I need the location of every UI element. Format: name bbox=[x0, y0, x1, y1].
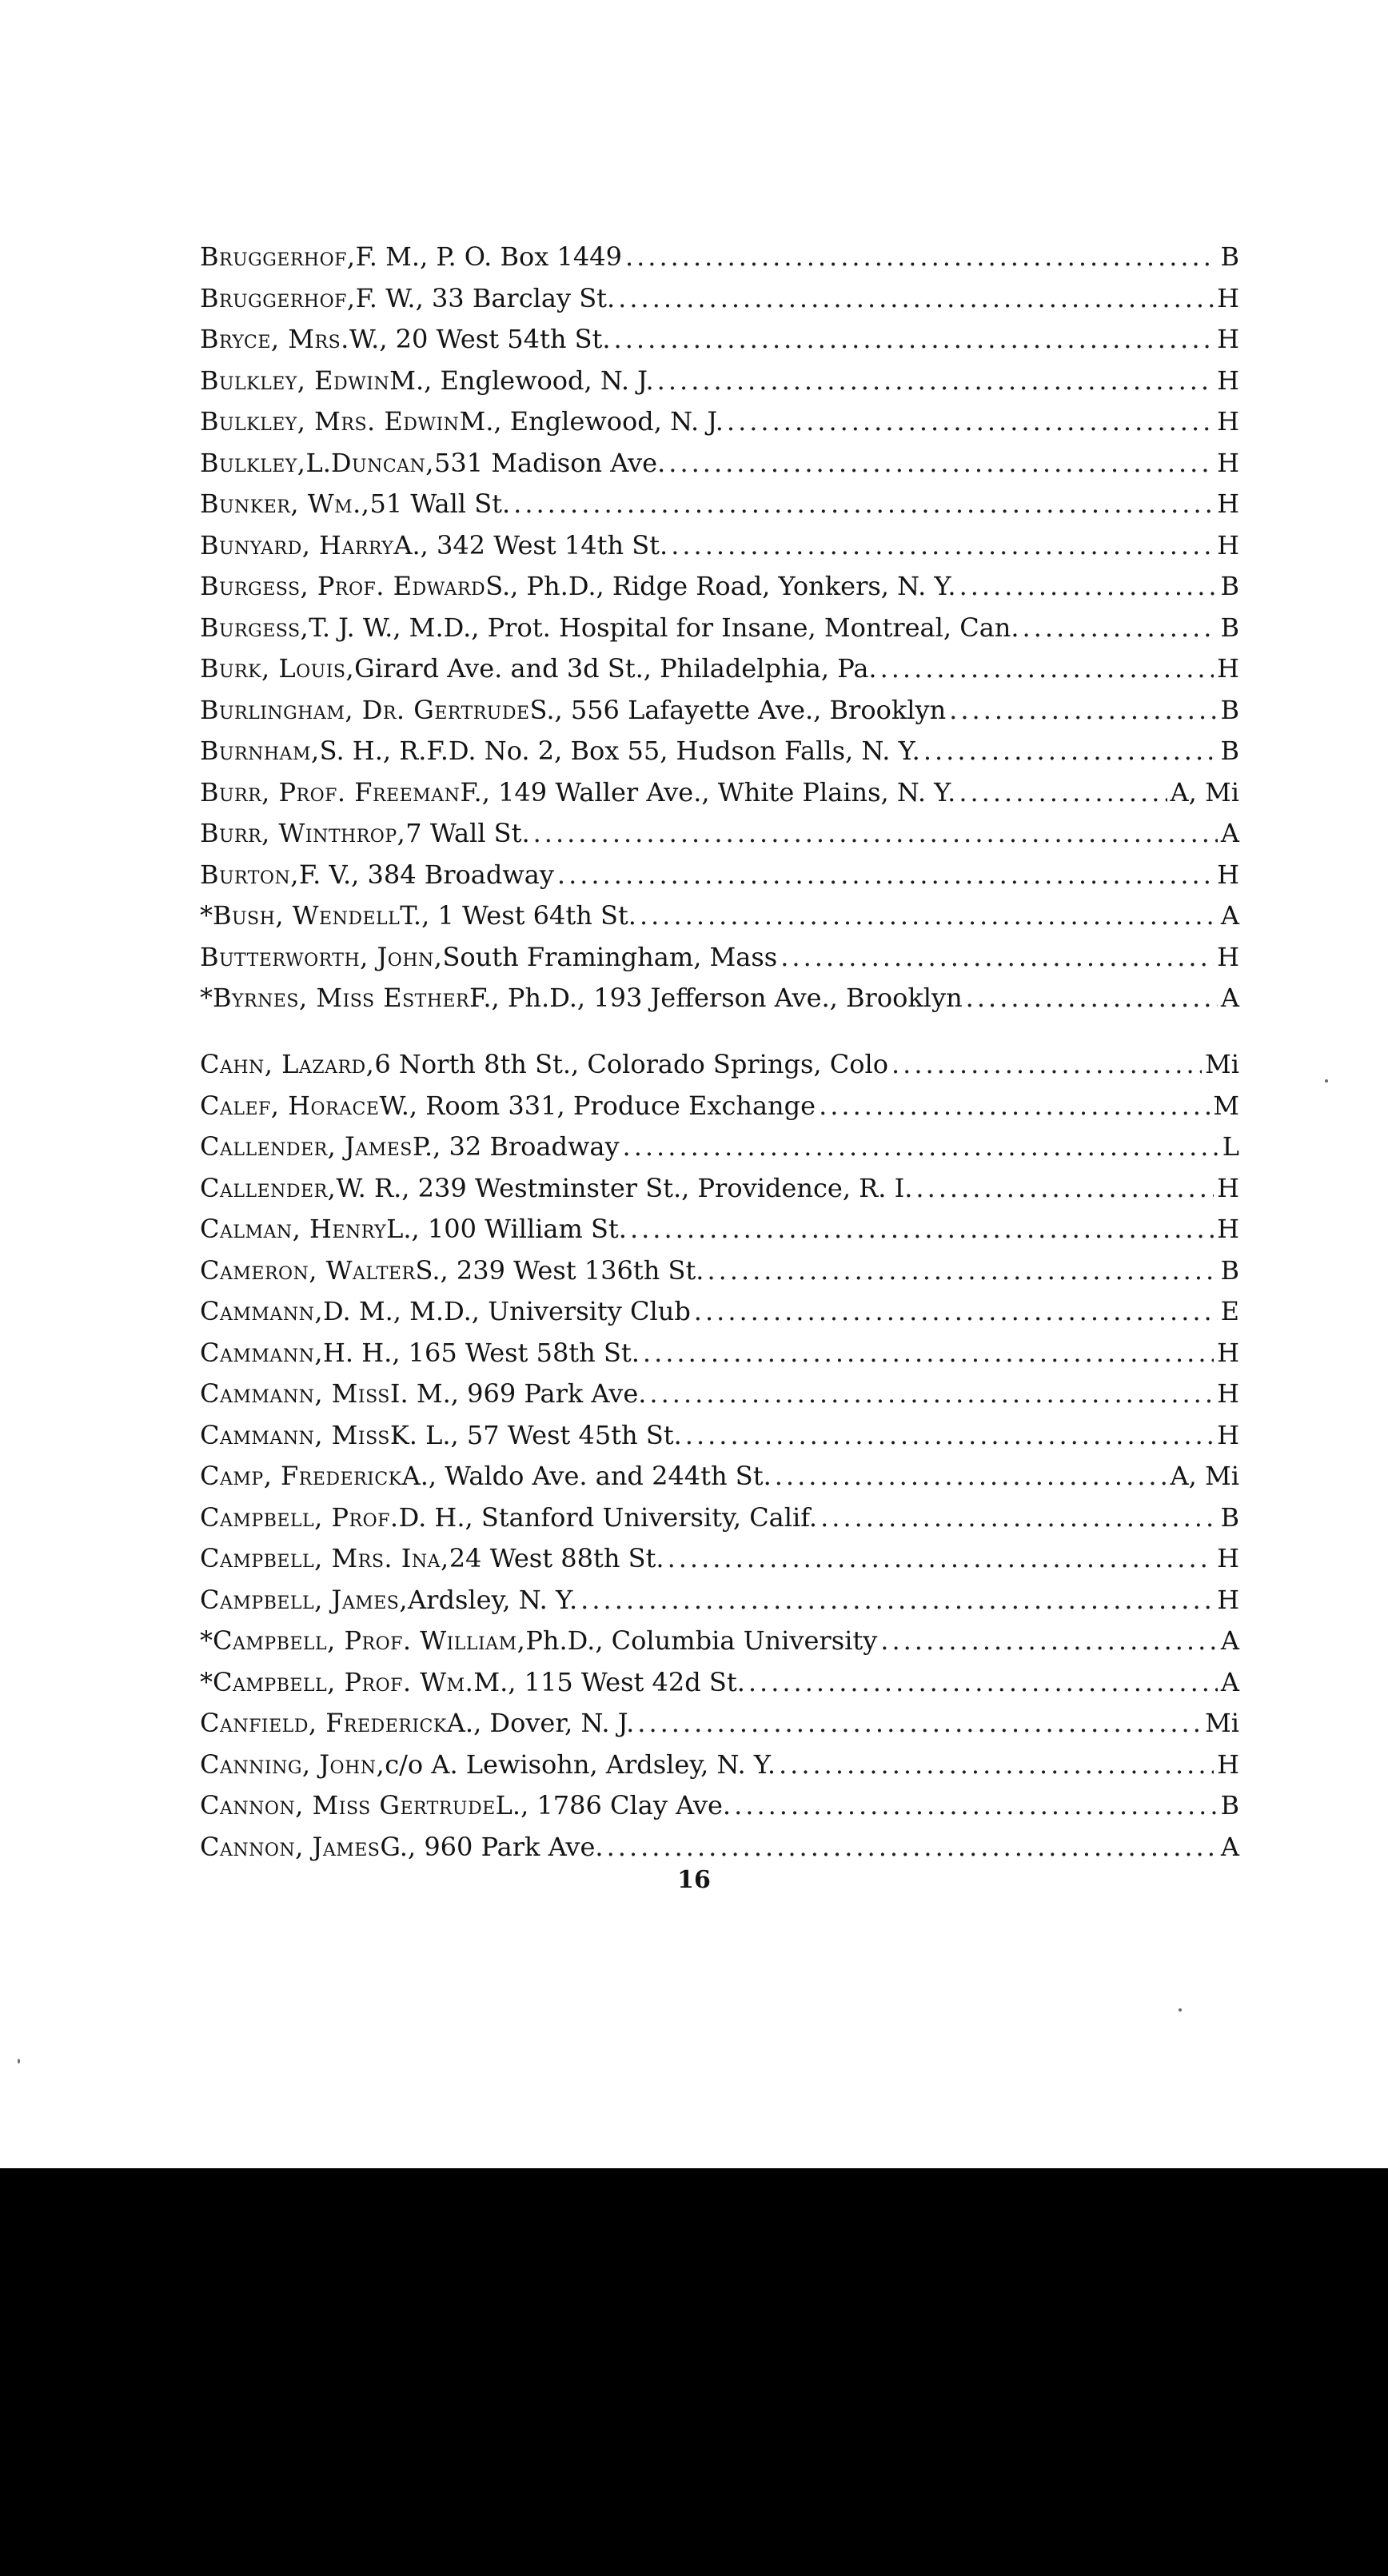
entry-details: L. bbox=[305, 447, 331, 478]
dot-leader bbox=[819, 1086, 1210, 1127]
entry-details: M., Englewood, N. J. bbox=[389, 365, 654, 396]
entry-code: A bbox=[1220, 818, 1239, 848]
directory-entry bbox=[200, 278, 1239, 320]
entry-marker: * bbox=[200, 1625, 213, 1656]
directory-entry bbox=[200, 813, 1239, 855]
entry-name: Calman, Henry bbox=[200, 1214, 387, 1244]
dot-leader bbox=[959, 772, 1167, 814]
entry-code: H bbox=[1217, 1337, 1239, 1368]
dot-leader bbox=[949, 690, 1217, 732]
entry-details: F., 149 Waller Ave., White Plains, N. Y. bbox=[460, 776, 956, 807]
directory-entry bbox=[200, 1703, 1239, 1745]
directory-entry bbox=[200, 525, 1239, 567]
entry-name: Cammann, Miss bbox=[200, 1419, 390, 1450]
directory-entry bbox=[200, 1127, 1239, 1168]
entry-code: Mi bbox=[1205, 1049, 1239, 1079]
entry-code: H bbox=[1217, 653, 1239, 684]
directory-entry bbox=[200, 1168, 1239, 1210]
entry-details: D. M., M.D., University Club bbox=[322, 1296, 691, 1326]
entry-name: Burr, Winthrop, bbox=[200, 818, 406, 848]
directory-entry bbox=[200, 1827, 1239, 1868]
directory-entry bbox=[200, 648, 1239, 690]
entry-details: Girard Ave. and 3d St., Philadelphia, Pa. bbox=[354, 653, 877, 684]
directory-entry bbox=[200, 1785, 1239, 1827]
entry-name: Calef, Horace bbox=[200, 1090, 380, 1121]
entry-name: Campbell, James, bbox=[200, 1584, 409, 1615]
dot-leader bbox=[694, 1291, 1218, 1333]
entry-code: A, Mi bbox=[1170, 776, 1239, 807]
dot-leader bbox=[637, 1703, 1202, 1745]
directory-entry bbox=[200, 1209, 1239, 1250]
entry-name: Burr, Prof. Freeman bbox=[200, 776, 461, 807]
entry-code: L bbox=[1222, 1131, 1239, 1162]
entry-name: Byrnes, Miss Esther bbox=[213, 983, 470, 1013]
dot-leader bbox=[707, 1250, 1217, 1292]
entry-code: H bbox=[1217, 1214, 1239, 1244]
entry-code: B bbox=[1220, 1254, 1239, 1286]
entry-details: P., 32 Broadway bbox=[412, 1131, 620, 1162]
entry-code: H bbox=[1217, 941, 1239, 972]
entry-name: Butterworth, John, bbox=[200, 941, 443, 972]
entry-name: Bulkley, Mrs. Edwin bbox=[200, 406, 460, 437]
directory-entry bbox=[200, 855, 1239, 896]
dot-leader bbox=[533, 813, 1218, 855]
directory-entry bbox=[200, 401, 1239, 443]
entry-name: Callender, bbox=[200, 1172, 337, 1203]
entry-name: Bruggerhof, bbox=[200, 241, 356, 272]
entry-code: H bbox=[1217, 1419, 1239, 1450]
entry-details: M., 115 West 42d St. bbox=[473, 1666, 745, 1697]
entry-name: Burgess, Prof. Edward bbox=[200, 571, 486, 601]
entry-details-secondary: 531 Madison Ave. bbox=[433, 447, 666, 478]
dot-leader bbox=[618, 278, 1214, 320]
entry-name: Bruggerhof, bbox=[200, 282, 356, 313]
dot-leader bbox=[891, 1044, 1202, 1086]
entry-name: Canning, John, bbox=[200, 1749, 385, 1780]
entry-name: Callender, James bbox=[200, 1131, 413, 1162]
directory-section-c bbox=[200, 1044, 1239, 1868]
entry-details: 51 Wall St. bbox=[369, 488, 511, 519]
entry-details: W., Room 331, Produce Exchange bbox=[379, 1090, 816, 1121]
entry-marker: * bbox=[200, 900, 213, 931]
entry-details: G., 960 Park Ave. bbox=[380, 1831, 604, 1862]
entry-code: A bbox=[1220, 900, 1239, 931]
entry-name-secondary: Duncan, bbox=[330, 447, 434, 478]
entry-name: Campbell, Prof. William, bbox=[213, 1625, 526, 1656]
entry-name: Bunyard, Harry bbox=[200, 529, 394, 560]
entry-details: 7 Wall St. bbox=[405, 818, 530, 848]
entry-code: H bbox=[1217, 1378, 1239, 1409]
entry-code: H bbox=[1217, 1543, 1239, 1573]
directory-entry bbox=[200, 1250, 1239, 1292]
scan-background-band bbox=[0, 2168, 1388, 2576]
entry-details: 6 North 8th St., Colorado Springs, Colo bbox=[374, 1049, 888, 1079]
dot-leader bbox=[880, 1621, 1218, 1662]
entry-code: Mi bbox=[1205, 1708, 1239, 1738]
entry-name: Cammann, bbox=[200, 1337, 323, 1368]
dot-leader bbox=[580, 1580, 1214, 1621]
directory-entry bbox=[200, 1333, 1239, 1374]
entry-details: L., 1786 Clay Ave. bbox=[495, 1790, 732, 1820]
dot-leader bbox=[614, 319, 1214, 361]
dot-leader bbox=[685, 1415, 1214, 1457]
dot-leader bbox=[513, 484, 1214, 525]
entry-marker: * bbox=[200, 1666, 213, 1697]
entry-name: Cameron, Walter bbox=[200, 1254, 416, 1286]
directory-entry bbox=[200, 1745, 1239, 1786]
entry-name: Cammann, Miss bbox=[200, 1378, 390, 1409]
dot-leader bbox=[623, 1127, 1219, 1168]
entry-details: I. M., 969 Park Ave. bbox=[389, 1378, 647, 1409]
entry-code: H bbox=[1217, 1172, 1239, 1203]
dot-leader bbox=[630, 1209, 1214, 1250]
entry-code: H bbox=[1217, 1584, 1239, 1615]
directory-entry bbox=[200, 566, 1239, 608]
dot-leader bbox=[748, 1662, 1218, 1704]
directory-entry bbox=[200, 1374, 1239, 1415]
entry-name: Cannon, Miss Gertrude bbox=[200, 1790, 496, 1820]
entry-name: Bulkley, bbox=[200, 447, 306, 478]
entry-code: H bbox=[1217, 1749, 1239, 1780]
entry-code: H bbox=[1217, 488, 1239, 519]
directory-entry bbox=[200, 1621, 1239, 1662]
directory-entry bbox=[200, 978, 1239, 1019]
dot-leader bbox=[727, 401, 1214, 443]
entry-code: B bbox=[1220, 241, 1239, 272]
entry-name: Burton, bbox=[200, 859, 299, 890]
dot-leader bbox=[1023, 608, 1218, 649]
directory-entry bbox=[200, 361, 1239, 402]
directory-section-b bbox=[200, 237, 1239, 1019]
entry-details: W. R., 239 Westminster St., Providence, R. I. bbox=[336, 1172, 913, 1203]
directory-entry bbox=[200, 1497, 1239, 1539]
directory-entry bbox=[200, 1044, 1239, 1086]
entry-details: c/o A. Lewisohn, Ardsley, N. Y. bbox=[385, 1749, 776, 1780]
directory-entry bbox=[200, 1580, 1239, 1621]
dot-leader bbox=[625, 237, 1218, 278]
dot-leader bbox=[607, 1827, 1218, 1868]
directory-entry bbox=[200, 1538, 1239, 1580]
entry-name: Burk, Louis, bbox=[200, 653, 355, 684]
dot-leader bbox=[557, 855, 1214, 896]
entry-details: Ph.D., Columbia University bbox=[525, 1625, 878, 1656]
entry-code: E bbox=[1220, 1296, 1239, 1326]
dot-leader bbox=[671, 525, 1214, 567]
entry-details: 24 West 88th St. bbox=[449, 1543, 664, 1573]
entry-name: Campbell, Mrs. Ina, bbox=[200, 1543, 449, 1573]
entry-details: H. H., 165 West 58th St. bbox=[322, 1337, 640, 1368]
entry-details: S. H., R.F.D. No. 2, Box 55, Hudson Falls, N. Y. bbox=[319, 736, 920, 766]
directory-entry bbox=[200, 237, 1239, 278]
dot-leader bbox=[880, 648, 1214, 690]
entry-details: F. V., 384 Broadway bbox=[298, 859, 554, 890]
dot-leader bbox=[775, 1456, 1167, 1497]
entry-details: T., 1 West 64th St. bbox=[400, 900, 636, 931]
entry-code: H bbox=[1217, 529, 1239, 560]
entry-details: T. J. W., M.D., Prot. Hospital for Insane, Montreal, Can. bbox=[309, 612, 1019, 643]
entry-code: H bbox=[1217, 365, 1239, 396]
dot-leader bbox=[734, 1785, 1217, 1827]
entry-code: M bbox=[1213, 1090, 1239, 1121]
dot-leader bbox=[959, 566, 1218, 608]
dot-leader bbox=[820, 1497, 1217, 1539]
entry-details: S., Ph.D., Ridge Road, Yonkers, N. Y. bbox=[485, 571, 956, 601]
entry-name: Bush, Wendell bbox=[213, 900, 401, 931]
dot-leader bbox=[923, 731, 1218, 772]
scan-speck bbox=[1179, 2008, 1182, 2012]
entry-name: Canfield, Frederick bbox=[200, 1708, 447, 1738]
entry-details: M., Englewood, N. J. bbox=[459, 406, 724, 437]
entry-code: A bbox=[1220, 1625, 1239, 1656]
directory-entry bbox=[200, 319, 1239, 361]
entry-name: Burnham, bbox=[200, 736, 320, 766]
entry-details: S., 556 Lafayette Ave., Brooklyn bbox=[529, 694, 947, 725]
entry-code: A bbox=[1220, 1831, 1239, 1862]
directory-entry bbox=[200, 895, 1239, 937]
entry-name: Burgess, bbox=[200, 612, 309, 643]
entry-details: A., 342 West 14th St. bbox=[393, 529, 668, 560]
entry-code: B bbox=[1220, 571, 1239, 601]
dot-leader bbox=[966, 978, 1218, 1019]
entry-code: A bbox=[1220, 983, 1239, 1013]
directory-entry bbox=[200, 484, 1239, 525]
directory-entry bbox=[200, 1456, 1239, 1497]
directory-entry bbox=[200, 443, 1239, 484]
dot-leader bbox=[668, 443, 1214, 484]
entry-marker: * bbox=[200, 983, 213, 1013]
entry-details: South Framingham, Mass bbox=[442, 941, 778, 972]
entry-details: A., Dover, N. J. bbox=[446, 1708, 635, 1738]
scan-speck bbox=[18, 2059, 20, 2064]
entry-details: S., 239 West 136th St. bbox=[415, 1254, 704, 1286]
entry-details: L., 100 William St. bbox=[386, 1214, 627, 1244]
dot-leader bbox=[640, 895, 1218, 937]
dot-leader bbox=[649, 1374, 1214, 1415]
entry-name: Campbell, Prof. bbox=[200, 1501, 399, 1533]
directory-entry bbox=[200, 690, 1239, 732]
entry-code: H bbox=[1217, 406, 1239, 437]
entry-name: Bulkley, Edwin bbox=[200, 365, 390, 396]
dot-leader bbox=[779, 1745, 1214, 1786]
entry-name: Campbell, Prof. Wm. bbox=[213, 1666, 474, 1697]
entry-name: Cammann, bbox=[200, 1296, 323, 1326]
directory-entry bbox=[200, 608, 1239, 649]
entry-code: B bbox=[1220, 1790, 1239, 1820]
entry-code: H bbox=[1217, 447, 1239, 478]
entry-name: Cannon, James bbox=[200, 1831, 381, 1862]
directory-entry bbox=[200, 1291, 1239, 1333]
entry-code: A bbox=[1220, 1666, 1239, 1697]
dot-leader bbox=[668, 1538, 1214, 1580]
directory-entry bbox=[200, 731, 1239, 772]
entry-details: K. L., 57 West 45th St. bbox=[389, 1419, 682, 1450]
entry-name: Burlingham, Dr. Gertrude bbox=[200, 694, 530, 725]
entry-details: F. W., 33 Barclay St. bbox=[355, 282, 616, 313]
entry-details: Ardsley, N. Y. bbox=[408, 1584, 578, 1615]
directory-entry bbox=[200, 937, 1239, 979]
entry-details: D. H., Stanford University, Calif. bbox=[398, 1501, 818, 1533]
entry-code: B bbox=[1220, 694, 1239, 725]
dot-leader bbox=[643, 1333, 1214, 1374]
entry-name: Bunker, Wm., bbox=[200, 488, 370, 519]
entry-code: A, Mi bbox=[1170, 1461, 1239, 1491]
entry-name: Cahn, Lazard, bbox=[200, 1049, 375, 1079]
entry-code: H bbox=[1217, 859, 1239, 890]
entry-code: B bbox=[1220, 612, 1239, 643]
directory-entry bbox=[200, 1086, 1239, 1127]
entry-details: W., 20 West 54th St. bbox=[349, 324, 611, 354]
entry-code: B bbox=[1220, 736, 1239, 766]
directory-entry bbox=[200, 1415, 1239, 1457]
entry-name: Bryce, Mrs. bbox=[200, 324, 349, 354]
entry-code: B bbox=[1220, 1501, 1239, 1533]
directory-entry bbox=[200, 772, 1239, 814]
dot-leader bbox=[915, 1168, 1214, 1210]
directory-entry bbox=[200, 1662, 1239, 1704]
entry-code: H bbox=[1217, 282, 1239, 313]
entry-details: A., Waldo Ave. and 244th St. bbox=[401, 1461, 772, 1491]
page-number: 16 bbox=[677, 1866, 711, 1894]
dot-leader bbox=[657, 361, 1214, 402]
entry-code: H bbox=[1217, 324, 1239, 354]
scan-speck bbox=[1325, 1079, 1328, 1083]
entry-details: F. M., P. O. Box 1449 bbox=[355, 241, 622, 272]
dot-leader bbox=[780, 937, 1214, 979]
entry-details: F., Ph.D., 193 Jefferson Ave., Brooklyn bbox=[469, 983, 963, 1013]
entry-name: Camp, Frederick bbox=[200, 1461, 402, 1491]
